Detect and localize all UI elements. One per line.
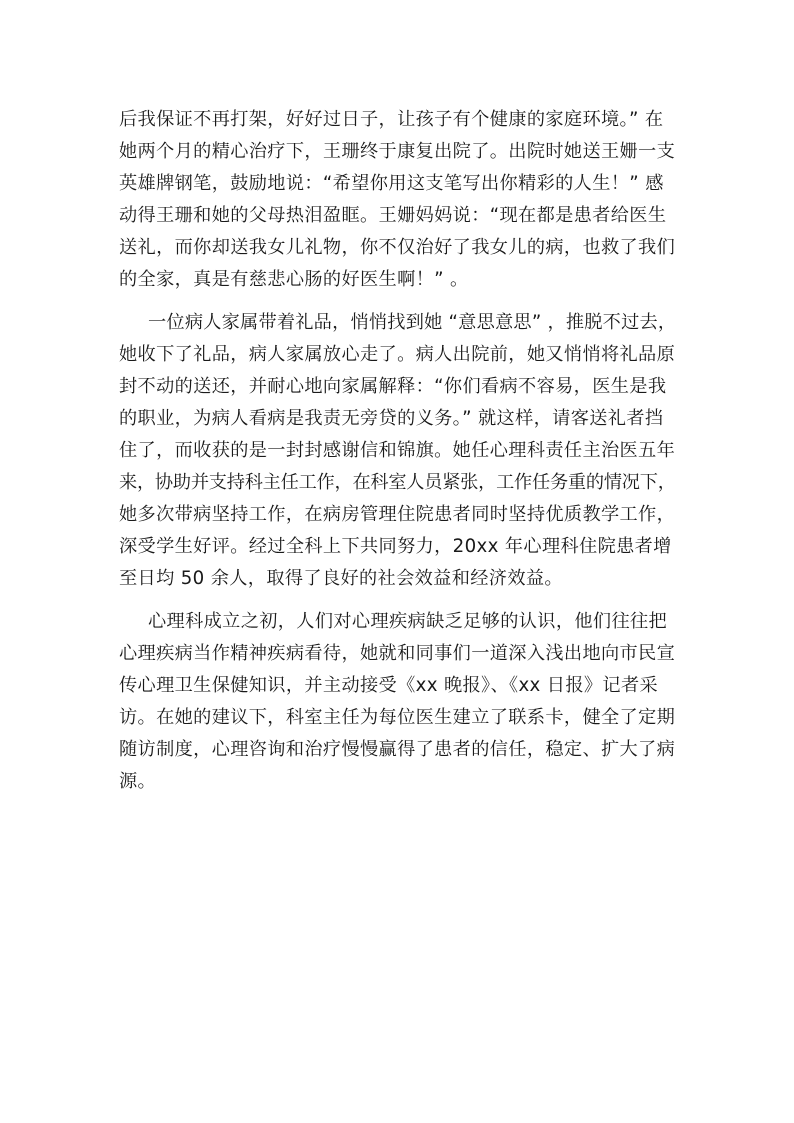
- text-line: 英雄牌钢笔，鼓励地说：“希望你用这支笔写出你精彩的人生！” 感: [119, 173, 664, 194]
- text-line: 住了，而收获的是一封封感谢信和锦旗。她任心理科责任主治医五年: [119, 440, 676, 461]
- text-line: 来，协助并支持科主任工作，在科室人员紧张，工作任务重的情况下，: [119, 472, 676, 493]
- paragraph-1: [119, 104, 676, 296]
- text-line: 她收下了礼品，病人家属放心走了。病人出院前，她又悄悄将礼品原: [119, 344, 676, 365]
- document-page: [119, 104, 676, 798]
- text-line: 她两个月的精心治疗下，王珊终于康复出院了。出院时她送王姗一支: [119, 141, 676, 162]
- text-line: 深受学生好评。经过全科上下共同努力，20xx 年心理科住院患者增: [119, 536, 672, 557]
- text-line: 送礼，而你却送我女儿礼物，你不仅治好了我女儿的病，也救了我们: [119, 237, 676, 258]
- paragraph-2: [119, 307, 676, 595]
- text-line: 后我保证不再打架，好好过日子，让孩子有个健康的家庭环境。” 在: [119, 109, 664, 130]
- text-line: 动得王珊和她的父母热泪盈眶。王姗妈妈说：“现在都是患者给医生: [119, 205, 667, 226]
- text-line: 至日均 50 余人，取得了良好的社会效益和经济效益。: [119, 568, 563, 589]
- text-line: 的职业，为病人看病是我责无旁贷的义务。” 就这样，请客送礼者挡: [119, 408, 664, 429]
- text-line: 随访制度，心理咨询和治疗慢慢赢得了患者的信任，稳定、扩大了病: [119, 739, 676, 760]
- paragraph-3: [119, 606, 676, 798]
- text-line: 心理科成立之初，人们对心理疾病缺乏足够的认识，他们往往把: [148, 611, 668, 632]
- text-line: 的全家，真是有慈悲心肠的好医生啊！” 。: [119, 269, 469, 290]
- text-line: 源。: [119, 771, 157, 792]
- text-line: 心理疾病当作精神疾病看待，她就和同事们一道深入浅出地向市民宣: [119, 643, 676, 664]
- text-line: 她多次带病坚持工作，在病房管理住院患者同时坚持优质教学工作，: [119, 504, 676, 525]
- text-line: 封不动的送还，并耐心地向家属解释：“你们看病不容易，医生是我: [119, 376, 667, 397]
- text-line: 传心理卫生保健知识，并主动接受《xx 晚报》、《xx 日报》记者采: [119, 675, 659, 696]
- text-line: 访。在她的建议下，科室主任为每位医生建立了联系卡，健全了定期: [119, 707, 676, 728]
- text-line: 一位病人家属带着礼品，悄悄找到她 “意思意思” ，推脱不过去，: [148, 312, 677, 333]
